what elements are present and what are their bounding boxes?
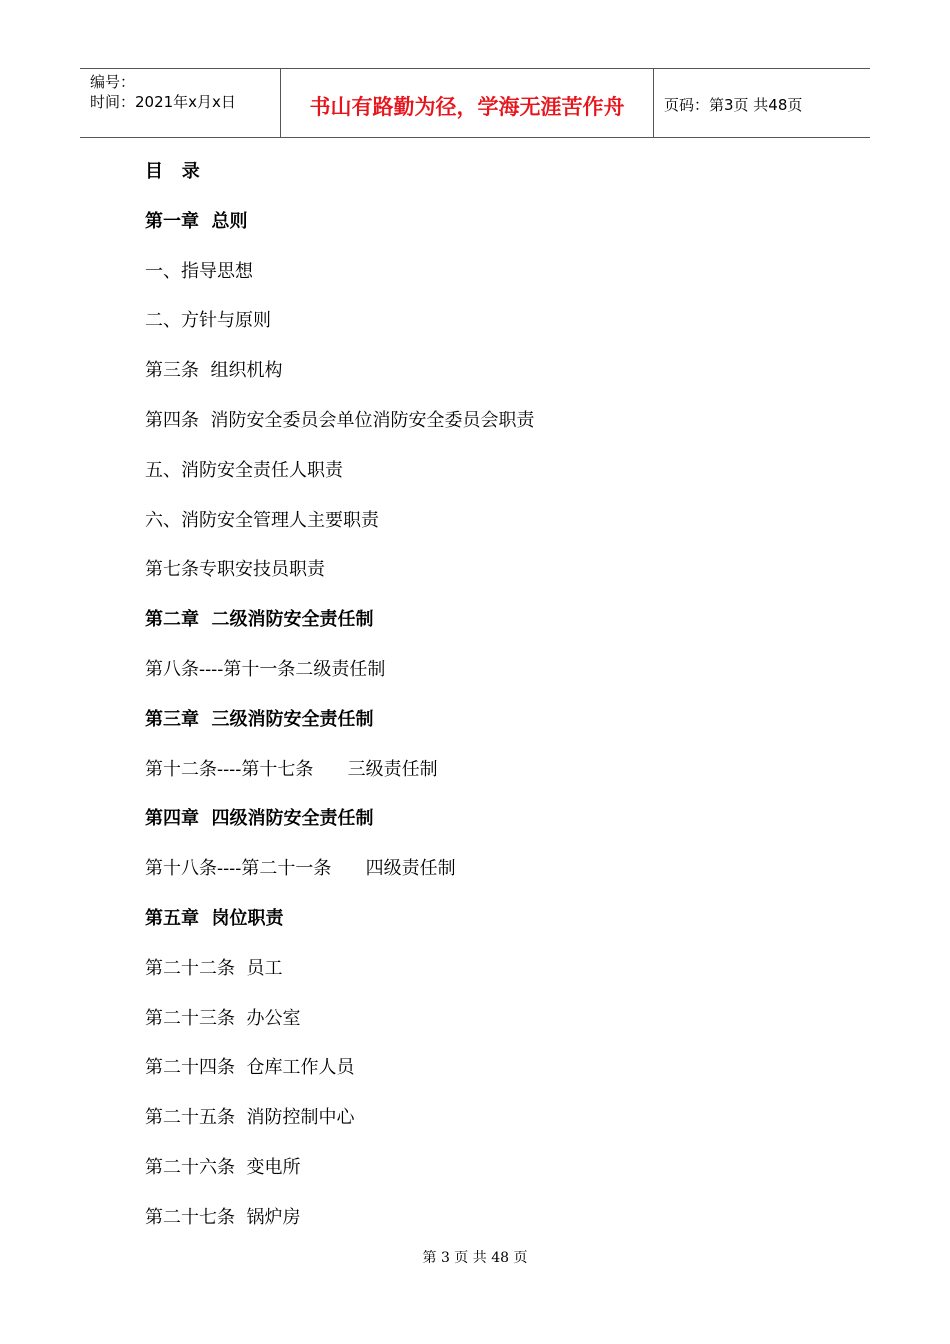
toc-entry: 一、指导思想: [145, 260, 253, 282]
toc-entry: 第三条 组织机构: [145, 360, 283, 382]
toc-entry: 第八条----第十一条二级责任制: [145, 658, 386, 680]
header-meta-cell: [80, 69, 281, 137]
toc-entry: 五、消防安全责任人职责: [145, 459, 343, 481]
table-of-contents: [145, 158, 845, 1254]
toc-entry: 第二十七条 锅炉房: [145, 1206, 301, 1228]
toc-entry: 第二十二条 员工: [145, 957, 283, 979]
toc-heading: 目 录: [145, 161, 200, 182]
toc-entry: 第二十五条 消防控制中心: [145, 1107, 355, 1129]
toc-heading: 第一章 总则: [145, 210, 248, 232]
toc-entry: 第二十六条 变电所: [145, 1156, 301, 1178]
toc-heading: 第三章 三级消防安全责任制: [145, 708, 374, 730]
page-footer: 第 3 页 共 48 页: [422, 1250, 528, 1266]
page-header: [80, 68, 870, 138]
toc-entry: 六、消防安全管理人主要职责: [145, 509, 379, 531]
header-page-indicator: 页码：第3页 共48页: [664, 96, 803, 114]
toc-entry: 第十八条----第二十一条 四级责任制: [145, 858, 456, 880]
toc-entry: 第二十三条 办公室: [145, 1007, 301, 1029]
toc-heading: 第五章 岗位职责: [145, 907, 284, 929]
toc-heading: 第二章 二级消防安全责任制: [145, 609, 374, 631]
document-date: 时间：2021年x月x日: [90, 93, 236, 111]
header-motto-cell: [281, 69, 654, 137]
header-page-cell: [654, 69, 870, 137]
document-number-label: 编号：: [90, 73, 136, 91]
toc-entry: 第二十四条 仓库工作人员: [145, 1057, 355, 1079]
toc-entry: 第十二条----第十七条 三级责任制: [145, 758, 438, 780]
toc-entry: 第七条专职安技员职责: [145, 559, 325, 581]
toc-heading: 第四章 四级消防安全责任制: [145, 808, 374, 830]
toc-entry: 二、方针与原则: [145, 310, 271, 332]
toc-entry: 第四条 消防安全委员会单位消防安全委员会职责: [145, 409, 535, 431]
header-motto: 书山有路勤为径，学海无涯苦作舟: [309, 95, 625, 119]
